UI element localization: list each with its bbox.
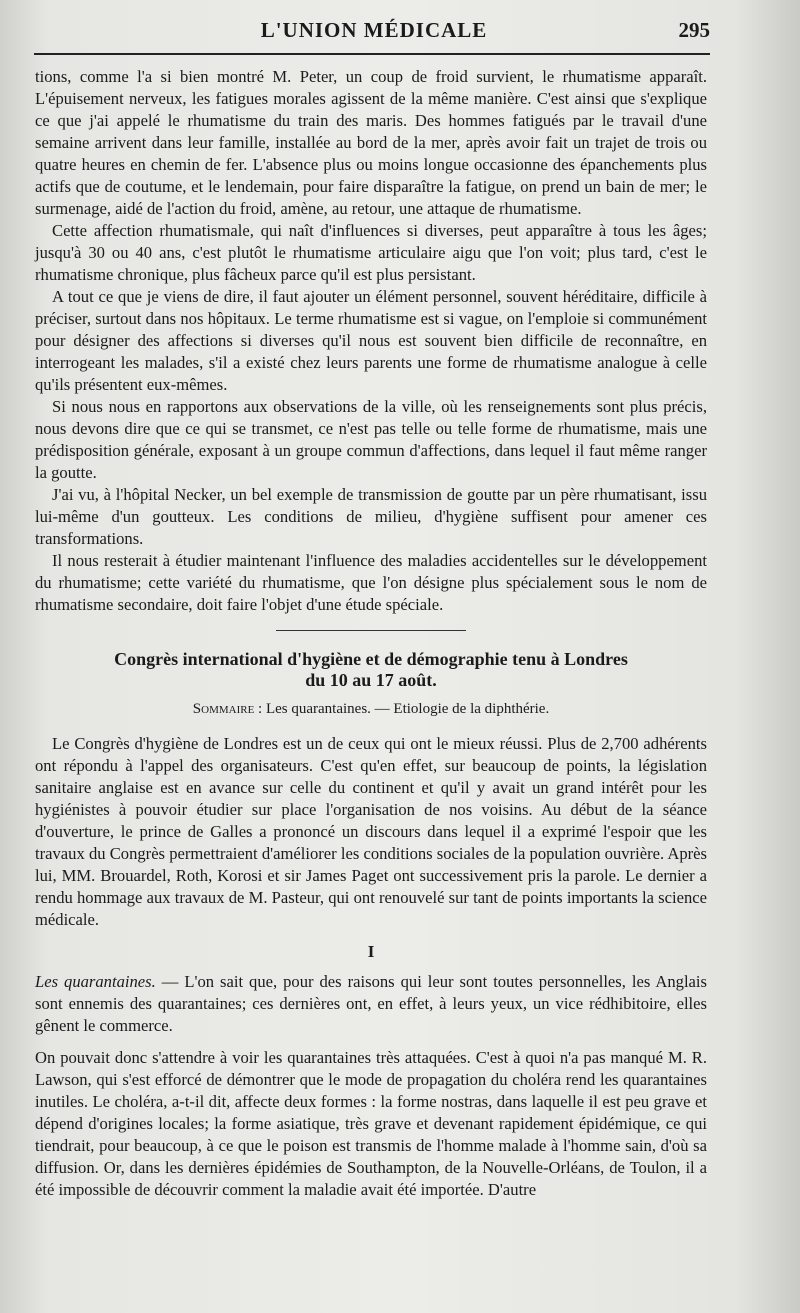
article-body: [35, 66, 707, 1201]
page-header: [38, 18, 710, 52]
section-title: [35, 649, 707, 691]
paragraph: Si nous nous en rapportons aux observations de la ville, où les renseignements sont plus précis, nous devons dire que ce qui se transmet, ce n'est pas telle ou telle forme de rhumatisme, mais une prédisposition générale, exposant à un groupe commun d'affections, dans lequel il faut même ranger la goutte.: [35, 397, 707, 482]
paragraph: Cette affection rhumatismale, qui naît d'influences si diverses, peut apparaître à tous les âges; jusqu'à 30 ou 40 ans, c'est plutôt le rhumatisme articulaire aigu que l'on voit; plus tard, c'est le rhumatisme chronique, plus fâcheux parce qu'il est plus persistant.: [35, 221, 707, 284]
subsection-number: I: [367, 942, 375, 961]
subsection-label: Les quarantaines.: [35, 972, 156, 991]
paragraph: A tout ce que je viens de dire, il faut ajouter un élément personnel, souvent héréditaire, difficile à préciser, surtout dans nos hôpitaux. Le terme rhumatisme est si vague, on l'emploie si communément pour désigner des affections si diverses qu'il nous est souvent bien difficile de reconnaître, en interrogeant les malades, s'il a existé chez leurs parents une forme de rhumatisme analogue à celle qu'ils présentent eux-mêmes.: [35, 287, 707, 394]
section-title-line: du 10 au 17 août.: [305, 670, 437, 690]
section-separator: [276, 630, 466, 631]
section-title-line: Congrès international d'hygiène et de démographie tenu à Londres: [114, 649, 628, 669]
paragraph: Il nous resterait à étudier maintenant l'influence des maladies accidentelles sur le développement du rhumatisme; cette variété du rhumatisme, que l'on désigne plus spécialement sous le nom de rhumatisme secondaire, doit faire l'objet d'une étude spéciale.: [35, 551, 707, 614]
paragraph: [35, 971, 707, 1037]
summary-text: Les quarantaines. — Etiologie de la diphthérie.: [265, 701, 550, 717]
paragraph: On pouvait donc s'attendre à voir les quarantaines très attaquées. C'est à quoi n'a pas manqué M. R. Lawson, qui s'est efforcé de démontrer que le mode de propagation du choléra rend les quarantaines inutiles. Le choléra, a-t-il dit, affecte deux formes : la forme nostras, dans laquelle il est peu grave et dépend d'origines locales; la forme asiatique, très grave et devenant rapidement épidémique, ce qui tiendrait, pour beaucoup, à ce que le poison est transmis de l'homme malade à l'homme sain, d'où sa diffusion. Or, dans les dernières épidémies de Southampton, de la Nouvelle-Orléans, de Toulon, il a été impossible de découvrir comment la maladie avait été importée. D'autre: [35, 1048, 707, 1199]
paragraph: J'ai vu, à l'hôpital Necker, un bel exemple de transmission de goutte par un père rhumatisant, issu lui-même d'un goutteux. Les conditions de milieu, d'hygiène suffisent pour amener ces transformations.: [35, 485, 707, 548]
running-head: L'UNION MÉDICALE: [260, 18, 488, 42]
header-rule: [34, 53, 710, 55]
paragraph-gap: [35, 1037, 707, 1047]
paragraph-text: — L'on sait que, pour des raisons qui leur sont toutes personnelles, les Anglais sont ennemis des quarantaines; ces dernières ont, en effet, à leurs yeux, un vice rédhibitoire, elles gênent le commerce.: [35, 972, 707, 1035]
section-summary: [35, 699, 707, 719]
paragraph: tions, comme l'a si bien montré M. Peter, un coup de froid survient, le rhumatisme apparaît. L'épuisement nerveux, les fatigues morales agissent de la même manière. C'est ainsi que s'explique ce que j'ai appelé le rhumatisme du train des maris. Des hommes fatigués par le travail d'une semaine arrivent dans leur famille, installée au bord de la mer, après avoir fait un trajet de trois ou quatre heures en chemin de fer. L'absence plus ou moins longue occasionne des épanchements plus actifs que de coutume, et le lendemain, pour faire disparaître la fatigue, on prend un bain de mer; le surmenage, aidé de l'action du froid, amène, au retour, une attaque de rhumatisme.: [35, 67, 707, 218]
summary-label: Sommaire :: [192, 701, 263, 717]
page-number: 295: [678, 18, 710, 42]
paragraph: Le Congrès d'hygiène de Londres est un de ceux qui ont le mieux réussi. Plus de 2,700 adhérents ont répondu à l'appel des organisateurs. C'est qu'en effet, sur beaucoup de points, la législation sanitaire anglaise est en avance sur celle du continent et qu'il y avait un grand intérêt pour les hygiénistes à pouvoir étudier sur place l'organisation de nos voisins. Au début de la séance d'ouverture, le prince de Galles a prononcé un discours dans lequel il a exprimé l'espoir que les travaux du Congrès permettraient d'améliorer les conditions sociales de la population ouvrière. Après lui, MM. Brouardel, Roth, Korosi et sir James Paget ont successivement pris la parole. Le dernier a rendu hommage aux travaux de M. Pasteur, qui ont renouvelé sur tant de points importants la science médicale.: [35, 734, 707, 929]
